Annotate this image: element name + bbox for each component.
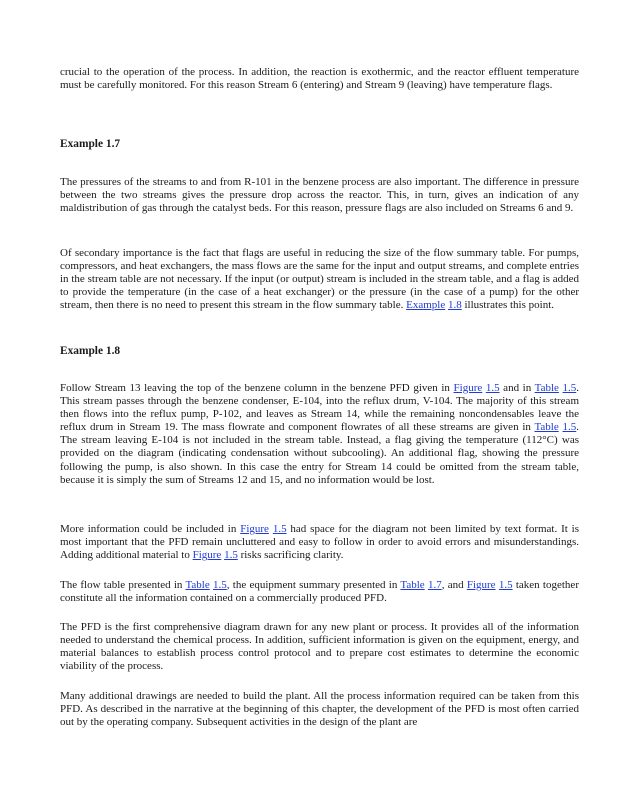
paragraph-flow-table — [60, 579, 579, 605]
text-run: Many additional drawings are needed to build the plant. All the process information required can be taken from this PFD. As described in the narrative at the beginning of this chapter, the development of the PFD is most often carried out by the operating company. Subsequent activities in the design of the plant are — [60, 690, 579, 729]
cross-reference-link[interactable]: Figure — [192, 549, 222, 562]
cross-reference-link[interactable]: 1.7 — [427, 579, 442, 591]
text-run: taken together constitute all the information contained on a commercially produced PFD. — [60, 579, 579, 605]
cross-reference-link[interactable]: Table — [534, 382, 559, 394]
cross-reference-link[interactable]: 1.5 — [498, 579, 513, 591]
cross-reference-link[interactable]: 1.5 — [562, 382, 577, 394]
paragraph-temperature-flags — [60, 66, 579, 92]
cross-reference-link[interactable]: 1.5 — [562, 421, 577, 434]
cross-reference-link[interactable]: Figure — [466, 579, 496, 591]
cross-reference-link[interactable]: 1.5 — [272, 523, 287, 535]
text-run: The PFD is the first comprehensive diagram drawn for any new plant or process. It provides all of the information needed to understand the chemical process. In addition, sufficient information is given on the equipment, energy, and material balances to establish process control protocol and to prepare cost estimates to determine the economic viability of the process. — [60, 621, 579, 673]
text-run: and in — [499, 382, 535, 394]
cross-reference-link[interactable]: Example — [406, 299, 446, 312]
text-run: , the equipment summary presented in — [226, 579, 401, 591]
text-run: had space for the diagram not been limited by text format. It is most important that the PFD remain uncluttered and easy to follow in order to avoid errors and misunderstandings. Adding additional material to — [60, 523, 580, 562]
paragraph-pfd-first — [60, 621, 579, 673]
paragraph-secondary-importance — [60, 247, 579, 312]
text-run: . The stream leaving E-104 is not included in the stream table. Instead, a flag giving the temperature (112°C) was provided on the diagram (indicating condensation without subcooling). An additional flag, showing the pressure following the pump, is also shown. In this case the entry for Stream 14 could be omitted from the stream table, because it is simply the sum of Streams 12 and 15, and no information would be lost. — [60, 421, 579, 486]
text-run: . This stream passes through the benzene condenser, E-104, into the reflux drum, V-104. The majority of this stream then flows into the reflux pump, P-102, and leaves as Stream 14, while the remaining noncondensables leave the reflux drum in Stream 19. The mass flowrate and component flowrates of all these streams are given in — [60, 382, 579, 434]
heading-example-1-8: Example 1.8 — [60, 345, 121, 357]
cross-reference-link[interactable]: Figure — [240, 523, 269, 535]
text-run: More information could be included in — [60, 523, 241, 535]
paragraph-more-information — [60, 523, 579, 562]
text-run: crucial to the operation of the process. In addition, the reaction is exothermic, and the reactor effluent temperature must be carefully monitored. For this reason Stream 6 (entering) and Stream 9 (leaving) have temperature flags. — [60, 66, 579, 92]
text-run: , and — [441, 579, 467, 591]
cross-reference-link[interactable]: Table — [400, 579, 425, 591]
paragraph-pressure-flags — [60, 176, 579, 215]
heading-example-1-7: Example 1.7 — [60, 138, 121, 150]
cross-reference-link[interactable]: Table — [534, 421, 559, 434]
cross-reference-link[interactable]: 1.5 — [485, 382, 500, 394]
paragraph-stream-13 — [60, 382, 579, 487]
text-run: The flow table presented in — [60, 579, 186, 591]
text-run: Of secondary importance is the fact that flags are useful in reducing the size of the flow summary table. For pumps, compressors, and heat exchangers, the mass flows are the same for the input and output streams, and complete entries in the stream table are not necessary. If the input (or output) stream is included in the stream table, and a flag is added to provide the temperature (in the case of a heat exchanger) or the pressure (in the case of a pump) for the other stream, then there is no need to present this stream in the flow summary table. — [60, 247, 579, 312]
cross-reference-link[interactable]: 1.8 — [447, 299, 462, 312]
paragraph-additional-drawings — [60, 690, 579, 729]
cross-reference-link[interactable]: 1.5 — [224, 549, 238, 562]
text-run: risks sacrificing clarity. — [237, 549, 344, 562]
cross-reference-link[interactable]: 1.5 — [213, 579, 227, 591]
cross-reference-link[interactable]: Figure — [453, 382, 483, 394]
text-run: The pressures of the streams to and from R-101 in the benzene process are also important. The difference in pressure between the two streams gives the pressure drop across the reactor. This, in turn, gives an indication of any maldistribution of gas through the catalyst beds. For this reason, pressure flags are also included on Streams 6 and 9. — [60, 176, 579, 215]
text-run: illustrates this point. — [461, 299, 554, 312]
cross-reference-link[interactable]: Table — [185, 579, 210, 591]
text-run: Follow Stream 13 leaving the top of the benzene column in the benzene PFD given in — [60, 382, 454, 394]
